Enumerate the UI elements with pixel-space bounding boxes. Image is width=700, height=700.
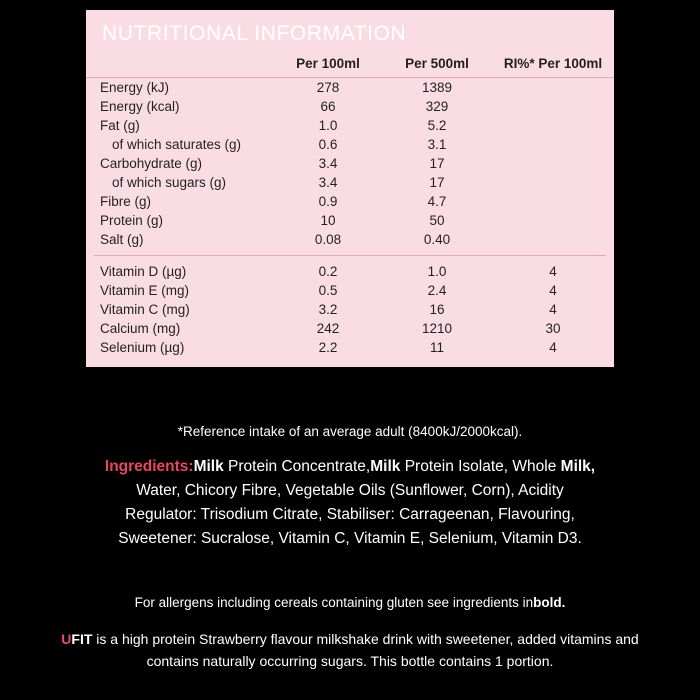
panel-title: NUTRITIONAL INFORMATION [102,22,407,45]
description-line-3: This bottle contains 1 portion. [370,653,554,669]
nutrition-panel [86,10,614,367]
row-per-500ml: 1389 [421,80,453,95]
header-per-100ml: Per 100ml [274,54,382,78]
product-description [60,628,640,672]
ingredients-block [100,455,600,551]
row-per-500ml: 5.2 [427,118,447,133]
row-per-500ml: 17 [429,175,445,190]
row-label: of which saturates (g) [112,137,242,152]
table-row [86,211,614,230]
row-ri [492,78,614,98]
reference-intake-note: *Reference intake of an average adult (8400kJ/2000kcal). [177,424,523,439]
row-per-500ml: 4.7 [427,194,447,209]
row-per-100ml: 2.2 [318,340,338,355]
table-row [86,78,614,98]
row-per-500ml: 329 [425,99,449,114]
table-row [86,319,614,338]
row-label: Protein (g) [100,213,164,228]
row-ri: 4 [549,302,557,317]
header-ri-percent: RI%* Per 100ml [492,54,614,78]
row-label: Vitamin E (mg) [100,283,190,298]
row-label: Energy (kcal) [100,99,180,114]
table-row [86,230,614,249]
table-row [86,116,614,135]
ingredient-text-1: Protein Concentrate, [223,458,371,475]
allergen-note-text: For allergens including cereals containing gluten see ingredients in [134,595,534,610]
row-per-500ml: 50 [429,213,445,228]
row-per-500ml: 1.0 [427,264,447,279]
row-ri: 30 [545,321,561,336]
brand-fit: FIT [71,631,93,647]
header-blank [86,54,274,78]
row-ri [492,116,614,135]
row-ri [492,135,614,154]
row-label: Salt (g) [100,232,144,247]
table-row [86,262,614,281]
row-per-100ml: 0.2 [318,264,338,279]
panel-bottom-spacer [86,357,614,367]
row-label: of which sugars (g) [112,175,227,190]
table-row [86,154,614,173]
row-per-500ml: 2.4 [427,283,447,298]
table-row [86,300,614,319]
row-ri: 4 [549,340,557,355]
row-ri: 4 [549,283,557,298]
row-per-100ml: 278 [316,80,340,95]
row-ri [492,211,614,230]
row-per-500ml: 16 [429,302,445,317]
row-per-100ml: 0.9 [318,194,338,209]
description-line-1: is a high protein Strawberry flavour milkshake drink with [92,631,442,647]
row-per-500ml: 1210 [421,321,453,336]
ingredient-milk-1: Milk [193,458,224,475]
row-per-100ml: 3.2 [318,302,338,317]
row-ri [492,230,614,249]
row-per-100ml: 1.0 [318,118,338,133]
header-per-500ml: Per 500ml [382,54,492,78]
row-ri [492,173,614,192]
table-divider [86,249,614,262]
ingredient-text-2: Protein Isolate, [400,458,509,475]
table-row [86,173,614,192]
row-label: Energy (kJ) [100,80,170,95]
row-label: Vitamin D (µg) [100,264,187,279]
row-per-100ml: 10 [320,213,336,228]
row-per-500ml: 11 [429,340,444,355]
row-per-100ml: 3.4 [318,175,338,190]
row-ri [492,154,614,173]
table-row [86,338,614,357]
row-per-100ml: 3.4 [318,156,338,171]
row-per-500ml: 17 [429,156,445,171]
row-label: Selenium (µg) [100,340,185,355]
row-ri [492,97,614,116]
row-per-100ml: 0.08 [314,232,342,247]
row-label: Vitamin C (mg) [100,302,190,317]
table-row [86,192,614,211]
ingredient-milk-2: Milk [370,458,401,475]
table-header-row [86,54,614,78]
row-ri: 4 [549,264,557,279]
description-line-2: sweetener, added vitamins and contains naturally occurring sugars. [146,631,639,669]
row-label: Fibre (g) [100,194,152,209]
row-per-100ml: 66 [320,99,336,114]
row-per-100ml: 0.5 [318,283,338,298]
ingredients-heading: Ingredients: [104,458,194,475]
ingredient-text-3: Whole [508,458,561,475]
table-row [86,97,614,116]
row-per-500ml: 0.40 [423,232,451,247]
row-ri [492,192,614,211]
nutrition-table [86,54,614,357]
allergen-note [0,595,700,610]
row-per-100ml: 242 [316,321,340,336]
row-per-500ml: 3.1 [427,137,447,152]
brand-u: U [61,631,72,647]
ingredient-text-4: Water, Chicory Fibre, Vegetable Oils (Sunflower, Corn), Acidity Regulator: Trisodium Citrate, Stabiliser: Carrageenan, Flavouring, Sweetener: Sucralose, Vitamin C, Vitamin E, Selenium, Vitamin D3. [118,482,582,547]
table-row [86,281,614,300]
row-label: Calcium (mg) [100,321,181,336]
allergen-note-bold: bold. [533,595,566,610]
ingredient-milk-3: Milk, [560,458,596,475]
row-label: Fat (g) [100,118,140,133]
row-label: Carbohydrate (g) [100,156,203,171]
row-per-100ml: 0.6 [318,137,338,152]
table-row [86,135,614,154]
